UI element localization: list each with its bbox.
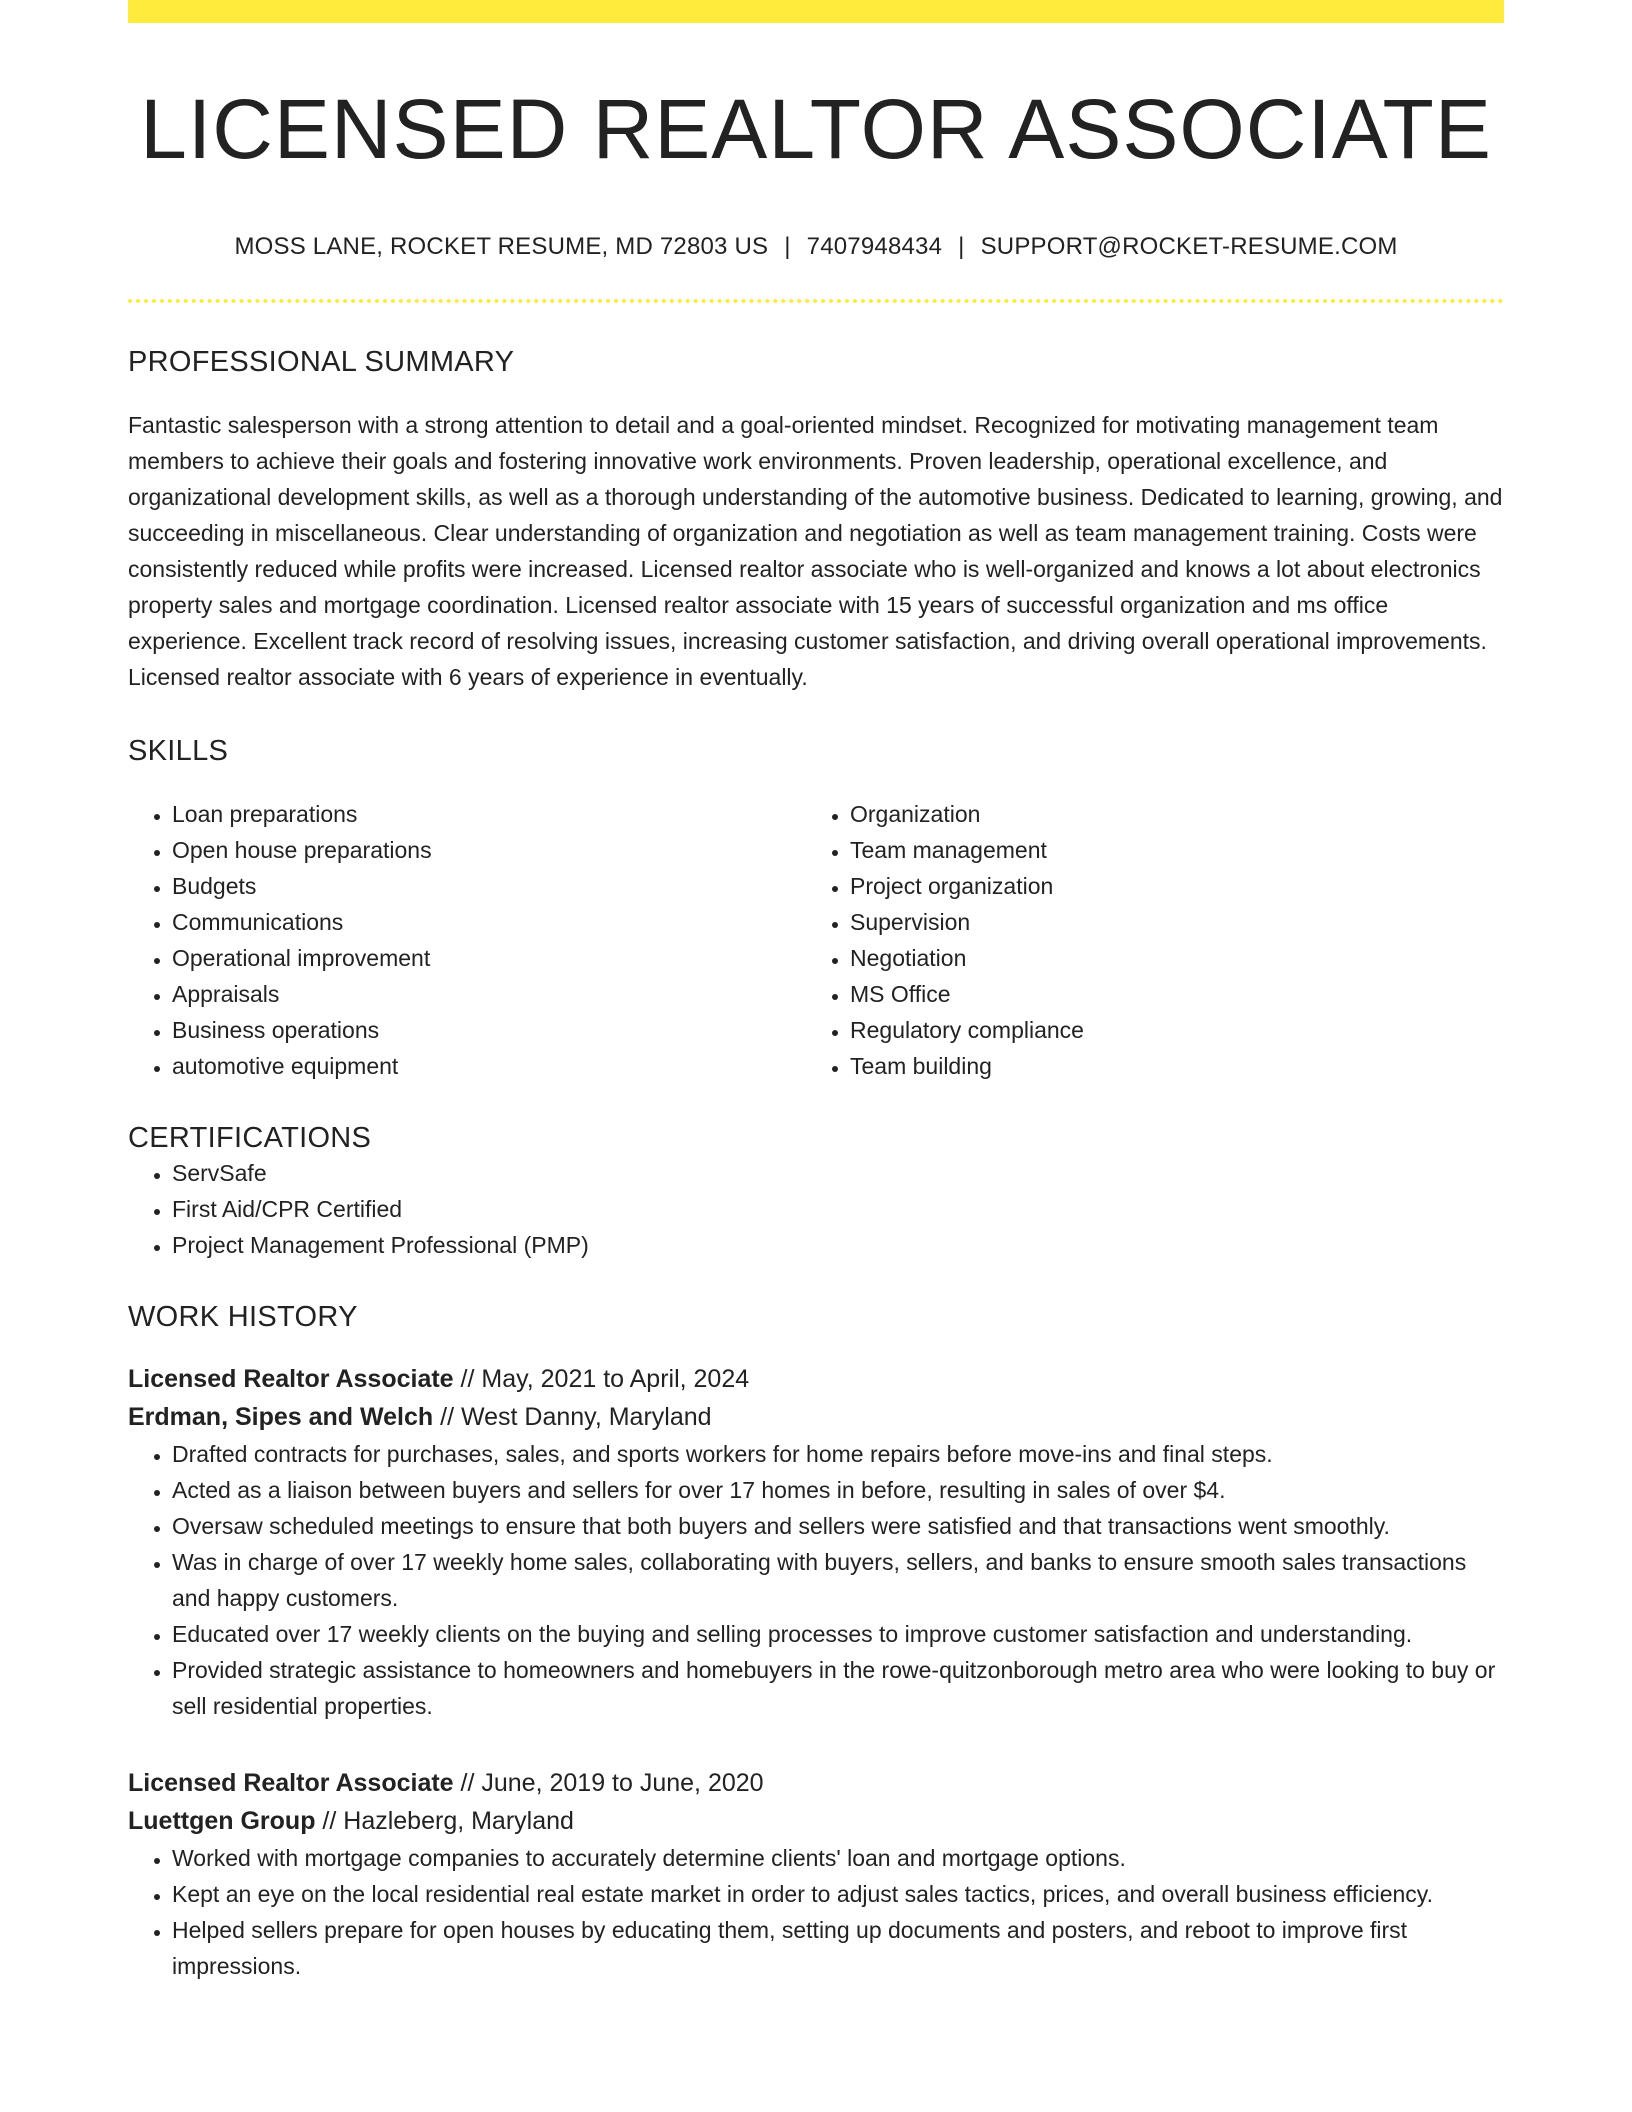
email-text: SUPPORT@ROCKET-RESUME.COM <box>980 233 1398 261</box>
skill-item: • Team management <box>850 832 1484 868</box>
job-duty-item: • Oversaw scheduled meetings to ensure that both buyers and sellers were satisfied and that transactions went smoothly. <box>172 1508 1504 1544</box>
job-duty-item: • Acted as a liaison between buyers and sellers for over 17 homes in before, resulting in sales of over $4. <box>172 1472 1504 1508</box>
skill-item: • Organization <box>850 796 1484 832</box>
contact-separator: | <box>958 233 965 261</box>
job-header <box>128 1764 1504 1840</box>
job-location: // West Danny, Maryland <box>433 1403 712 1432</box>
certification-item: • ServSafe <box>172 1155 1504 1191</box>
certifications-list <box>128 1155 1504 1263</box>
job-duty-item: • Was in charge of over 17 weekly home sales, collaborating with buyers, sellers, and banks to ensure smooth sales transactions and happy customers. <box>172 1544 1504 1616</box>
skills-list-right <box>806 796 1484 1084</box>
skill-item: • Project organization <box>850 868 1484 904</box>
job-company-line <box>128 1802 1504 1840</box>
job-company: Erdman, Sipes and Welch <box>128 1403 434 1432</box>
job-role: Licensed Realtor Associate <box>128 1769 454 1798</box>
contact-line <box>128 233 1504 261</box>
skill-item: • Operational improvement <box>172 940 806 976</box>
job-duties-list <box>128 1436 1504 1724</box>
skill-item: • Negotiation <box>850 940 1484 976</box>
job-company: Luettgen Group <box>128 1807 316 1836</box>
job-duty-item: • Helped sellers prepare for open houses by educating them, setting up documents and posters, and reboot to improve first impressions. <box>172 1912 1504 1984</box>
job-header <box>128 1360 1504 1436</box>
job-role-line <box>128 1360 1504 1398</box>
dotted-divider <box>128 299 1504 303</box>
certifications-heading: CERTIFICATIONS <box>128 1122 372 1155</box>
job-duty-item: • Drafted contracts for purchases, sales, and sports workers for home repairs before move-ins and final steps. <box>172 1436 1504 1472</box>
job-duty-item: • Worked with mortgage companies to accurately determine clients' loan and mortgage options. <box>172 1840 1504 1876</box>
job-duty-item: • Kept an eye on the local residential real estate market in order to adjust sales tactics, prices, and overall business efficiency. <box>172 1876 1504 1912</box>
job-role-line <box>128 1764 1504 1802</box>
skills-heading: SKILLS <box>128 735 229 768</box>
skill-item: • Loan preparations <box>172 796 806 832</box>
summary-heading: PROFESSIONAL SUMMARY <box>128 346 515 379</box>
summary-text: Fantastic salesperson with a strong attention to detail and a goal-oriented mindset. Recognized for motivating management team members to achieve their goals and fostering innovative work environments. Proven leadership, operational excellence, and organizational development skills, as well as a thorough understanding of the automotive business. Dedicated to learning, growing, and succeeding in miscellaneous. Clear understanding of organization and negotiation as well as team management training. Costs were consistently reduced while profits were increased. Licensed realtor associate who is well-organized and knows a lot about electronics property sales and mortgage coordination. Licensed realtor associate with 15 years of successful organization and ms office experience. Excellent track record of resolving issues, increasing customer satisfaction, and driving overall operational improvements. Licensed realtor associate with 6 years of experience in eventually. <box>128 412 1503 691</box>
skill-item: • Team building <box>850 1048 1484 1084</box>
job-duty-item: • Educated over 17 weekly clients on the buying and selling processes to improve customer satisfaction and understanding. <box>172 1616 1504 1652</box>
certification-item: • First Aid/CPR Certified <box>172 1191 1504 1227</box>
phone-text: 7407948434 <box>806 233 943 261</box>
job-role: Licensed Realtor Associate <box>128 1365 454 1394</box>
job-company-line <box>128 1398 1504 1436</box>
address-text: MOSS LANE, ROCKET RESUME, MD 72803 US <box>234 233 769 261</box>
job-duty-item: • Provided strategic assistance to homeowners and homebuyers in the rowe-quitzonborough metro area who were looking to buy or sell residential properties. <box>172 1652 1504 1724</box>
skill-item: • Open house preparations <box>172 832 806 868</box>
skill-item: • Appraisals <box>172 976 806 1012</box>
skill-item: • Supervision <box>850 904 1484 940</box>
skills-columns <box>128 796 1504 1084</box>
skill-item: • MS Office <box>850 976 1484 1012</box>
contact-separator: | <box>784 233 791 261</box>
skill-item: • Business operations <box>172 1012 806 1048</box>
resume-title: LICENSED REALTOR ASSOCIATE <box>140 82 1492 176</box>
job-duties-list <box>128 1840 1504 1984</box>
accent-top-bar <box>128 0 1504 23</box>
resume-page <box>128 0 1504 1984</box>
job-location: // Hazleberg, Maryland <box>315 1807 574 1836</box>
skill-item: • Regulatory compliance <box>850 1012 1484 1048</box>
skill-item: • automotive equipment <box>172 1048 806 1084</box>
job-dates: // June, 2019 to June, 2020 <box>453 1769 764 1798</box>
job-dates: // May, 2021 to April, 2024 <box>453 1365 750 1394</box>
certification-item: • Project Management Professional (PMP) <box>172 1227 1504 1263</box>
work-history-heading: WORK HISTORY <box>128 1301 358 1334</box>
skill-item: • Communications <box>172 904 806 940</box>
skill-item: • Budgets <box>172 868 806 904</box>
skills-list-left <box>128 796 806 1084</box>
